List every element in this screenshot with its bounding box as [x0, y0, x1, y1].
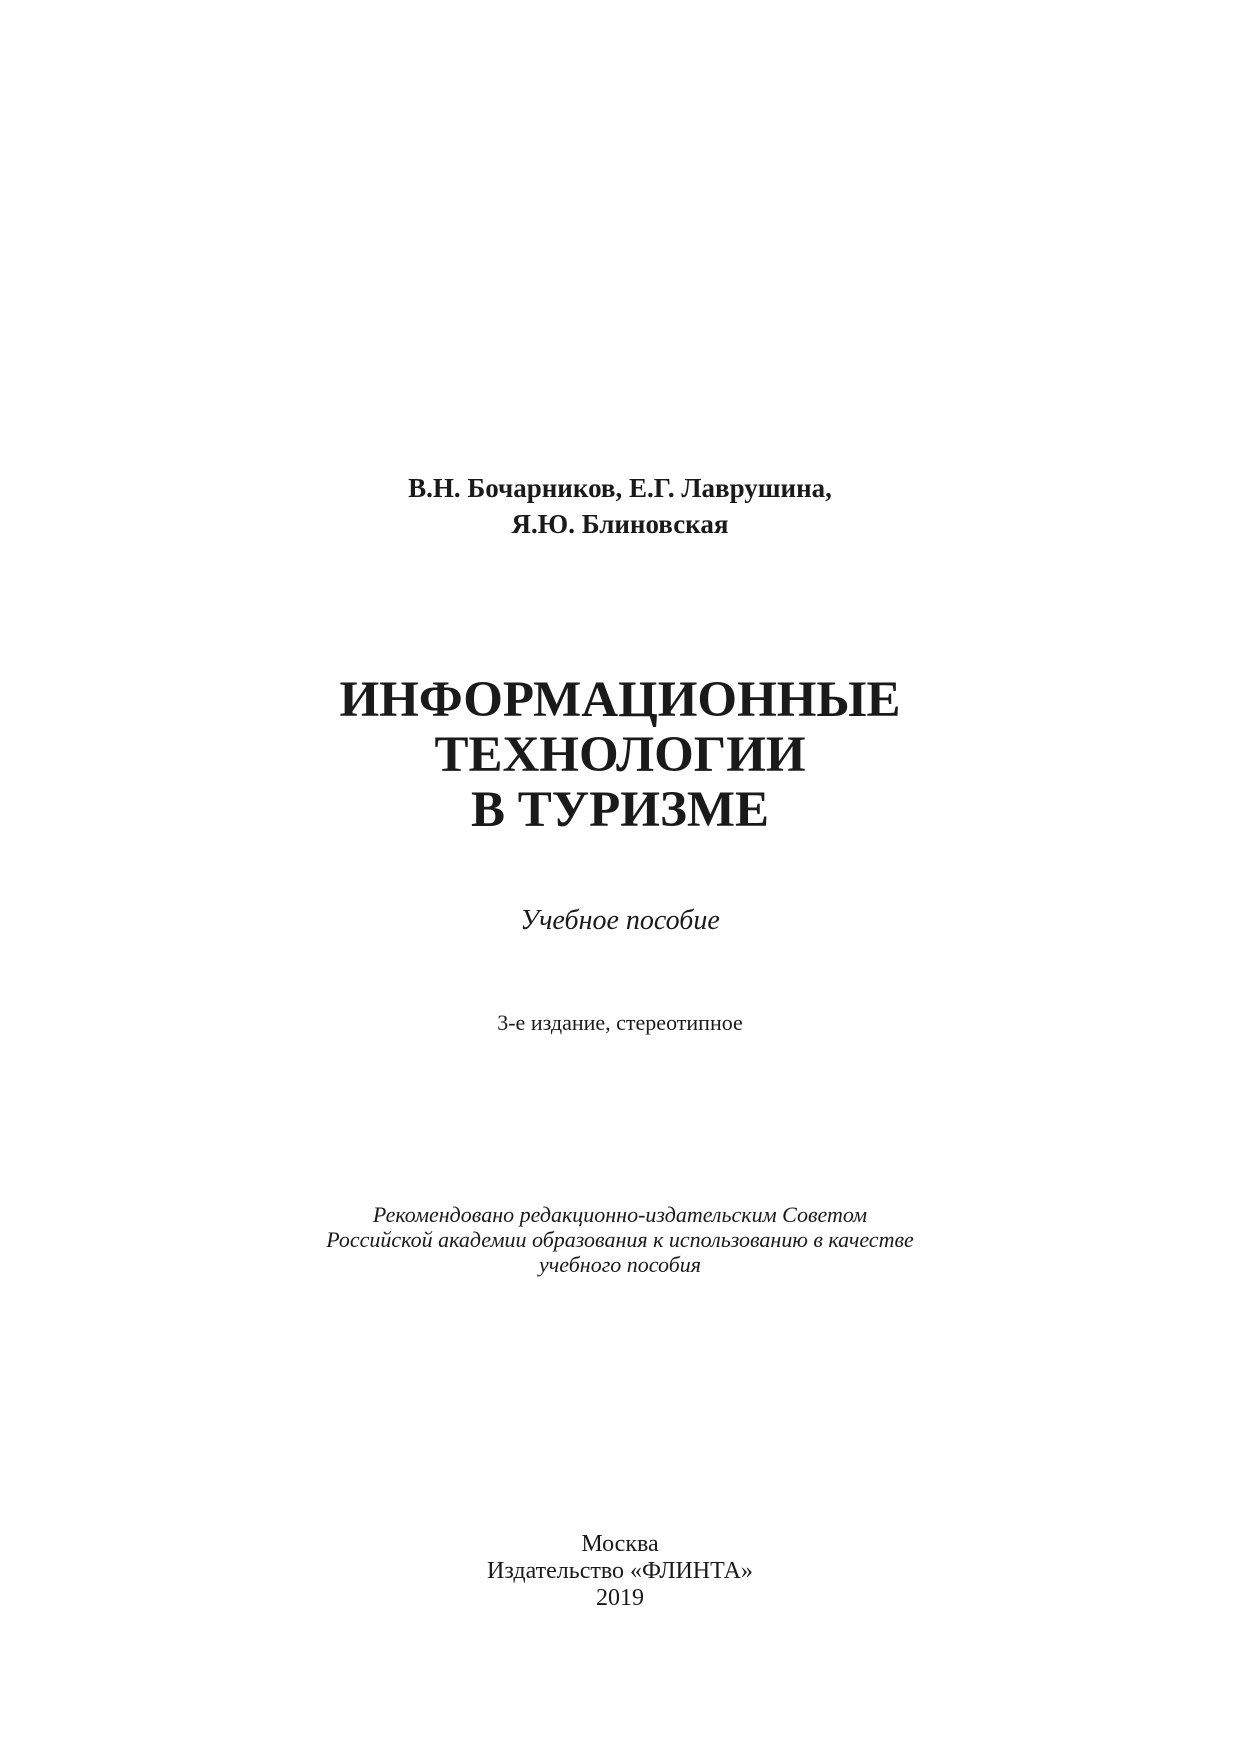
- recommendation-note: [0, 1202, 1240, 1277]
- book-title: [0, 673, 1240, 838]
- title-line: ИНФОРМАЦИОННЫЕ: [339, 672, 901, 728]
- authors: [0, 470, 1240, 542]
- imprint-year: 2019: [596, 1585, 644, 1611]
- recommendation-line: Российской академии образования к использованию в качестве: [326, 1227, 914, 1252]
- imprint-city: Москва: [581, 1531, 659, 1557]
- edition-text: 3-е издание, стереотипное: [497, 1010, 743, 1035]
- imprint-publisher: Издательство «ФЛИНТА»: [487, 1558, 753, 1584]
- recommendation-line: Рекомендовано редакционно-издательским Советом: [372, 1202, 868, 1227]
- subtitle-text: Учебное пособие: [520, 905, 720, 936]
- title-line: В ТУРИЗМЕ: [470, 782, 770, 838]
- title-line: ТЕХНОЛОГИИ: [434, 727, 806, 783]
- imprint: [0, 1531, 1240, 1612]
- book-subtitle: [0, 903, 1240, 939]
- edition-note: [0, 1008, 1240, 1038]
- authors-line: Я.Ю. Блиновская: [511, 509, 729, 539]
- authors-line: В.Н. Бочарников, Е.Г. Лаврушина,: [408, 473, 832, 503]
- recommendation-line: учебного пособия: [538, 1252, 701, 1277]
